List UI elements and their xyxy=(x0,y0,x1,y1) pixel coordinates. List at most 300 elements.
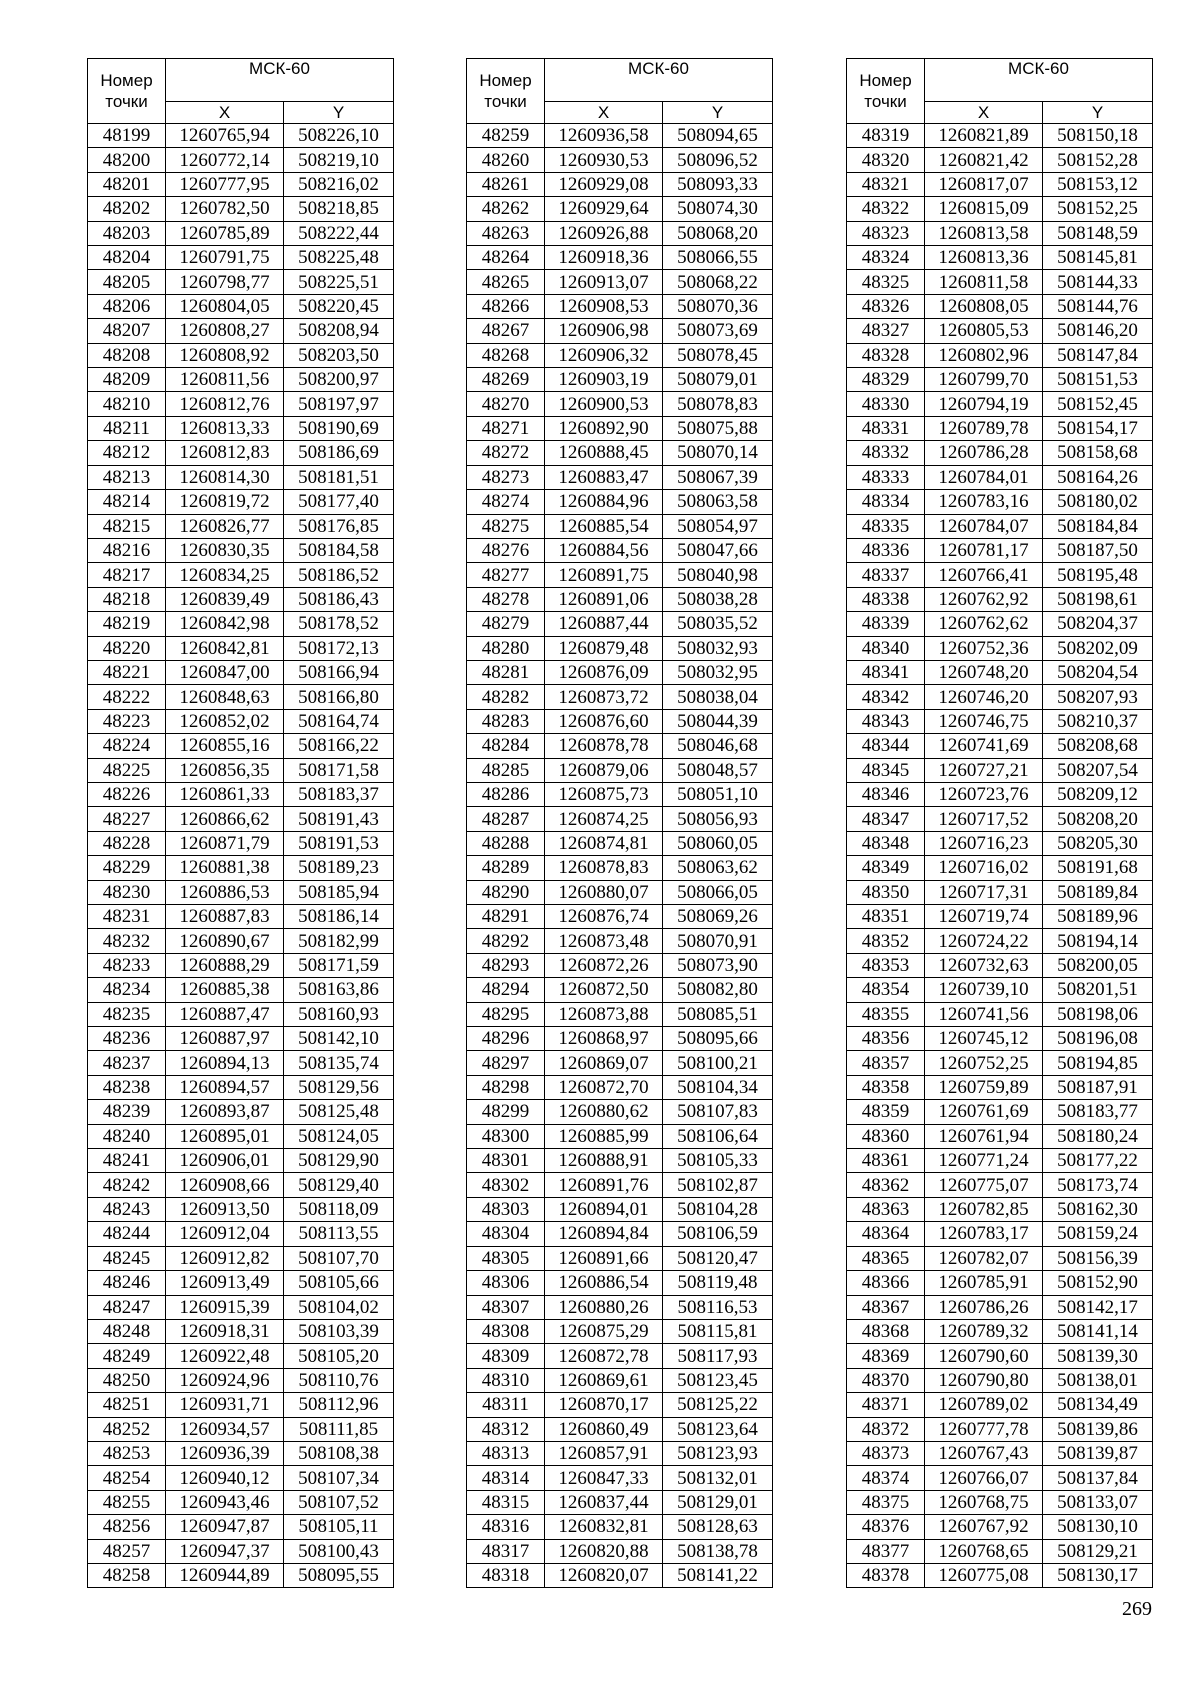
point-number-cell: 48254 xyxy=(88,1466,166,1490)
point-number-cell: 48366 xyxy=(847,1271,925,1295)
point-number-header-line2: точки xyxy=(484,92,527,111)
x-coordinate-cell: 1260888,29 xyxy=(166,953,284,977)
x-coordinate-cell: 1260771,24 xyxy=(925,1149,1043,1173)
point-number-cell: 48238 xyxy=(88,1075,166,1099)
y-coordinate-cell: 508187,91 xyxy=(1043,1075,1153,1099)
y-coordinate-cell: 508183,37 xyxy=(284,782,394,806)
point-number-cell: 48268 xyxy=(467,343,545,367)
point-number-cell: 48374 xyxy=(847,1466,925,1490)
x-coordinate-cell: 1260783,16 xyxy=(925,490,1043,514)
page-number: 269 xyxy=(1122,1598,1152,1620)
y-coordinate-cell: 508134,49 xyxy=(1043,1393,1153,1417)
table-row xyxy=(467,563,773,587)
table-row xyxy=(88,1319,394,1343)
point-number-cell: 48258 xyxy=(88,1563,166,1587)
table-row xyxy=(847,1295,1153,1319)
y-coordinate-cell: 508184,84 xyxy=(1043,514,1153,538)
x-coordinate-cell: 1260872,50 xyxy=(545,978,663,1002)
x-coordinate-cell: 1260784,01 xyxy=(925,465,1043,489)
point-number-cell: 48214 xyxy=(88,490,166,514)
table-row xyxy=(467,465,773,489)
x-coordinate-cell: 1260871,79 xyxy=(166,831,284,855)
x-coordinate-cell: 1260860,49 xyxy=(545,1417,663,1441)
table-row xyxy=(88,1295,394,1319)
point-number-cell: 48252 xyxy=(88,1417,166,1441)
x-coordinate-cell: 1260895,01 xyxy=(166,1124,284,1148)
x-coordinate-cell: 1260884,56 xyxy=(545,538,663,562)
y-coordinate-cell: 508177,40 xyxy=(284,490,394,514)
table-row xyxy=(88,1515,394,1539)
table-row xyxy=(88,124,394,148)
point-number-cell: 48218 xyxy=(88,587,166,611)
table-row xyxy=(88,929,394,953)
point-number-cell: 48207 xyxy=(88,319,166,343)
x-coordinate-cell: 1260811,56 xyxy=(166,368,284,392)
point-number-cell: 48209 xyxy=(88,368,166,392)
point-number-cell: 48370 xyxy=(847,1368,925,1392)
table-row xyxy=(847,929,1153,953)
point-number-header-line2: точки xyxy=(105,92,148,111)
table-row xyxy=(847,1051,1153,1075)
y-column-header: Y xyxy=(663,102,773,124)
x-coordinate-cell: 1260879,48 xyxy=(545,636,663,660)
table-row xyxy=(847,734,1153,758)
y-coordinate-cell: 508180,02 xyxy=(1043,490,1153,514)
x-coordinate-cell: 1260791,75 xyxy=(166,246,284,270)
x-coordinate-cell: 1260876,74 xyxy=(545,905,663,929)
y-coordinate-cell: 508070,36 xyxy=(663,294,773,318)
x-column-header: X xyxy=(545,102,663,124)
point-number-cell: 48357 xyxy=(847,1051,925,1075)
point-number-cell: 48232 xyxy=(88,929,166,953)
point-number-cell: 48360 xyxy=(847,1124,925,1148)
y-coordinate-cell: 508142,10 xyxy=(284,1027,394,1051)
table-row xyxy=(88,221,394,245)
x-coordinate-cell: 1260746,75 xyxy=(925,709,1043,733)
y-coordinate-cell: 508153,12 xyxy=(1043,172,1153,196)
y-coordinate-cell: 508219,10 xyxy=(284,148,394,172)
table-row xyxy=(467,1051,773,1075)
y-coordinate-cell: 508118,09 xyxy=(284,1197,394,1221)
y-coordinate-cell: 508154,17 xyxy=(1043,416,1153,440)
point-number-cell: 48267 xyxy=(467,319,545,343)
y-coordinate-cell: 508202,09 xyxy=(1043,636,1153,660)
table-row xyxy=(847,270,1153,294)
table-row xyxy=(467,538,773,562)
y-coordinate-cell: 508132,01 xyxy=(663,1466,773,1490)
table-row xyxy=(467,1490,773,1514)
table-row xyxy=(467,1002,773,1026)
y-coordinate-cell: 508117,93 xyxy=(663,1344,773,1368)
y-coordinate-cell: 508158,68 xyxy=(1043,441,1153,465)
y-coordinate-cell: 508105,11 xyxy=(284,1515,394,1539)
y-coordinate-cell: 508204,54 xyxy=(1043,660,1153,684)
point-number-cell: 48200 xyxy=(88,148,166,172)
point-number-cell: 48307 xyxy=(467,1295,545,1319)
point-number-cell: 48376 xyxy=(847,1515,925,1539)
table-row xyxy=(847,319,1153,343)
table-row xyxy=(847,1149,1153,1173)
table-row xyxy=(847,587,1153,611)
point-number-cell: 48257 xyxy=(88,1539,166,1563)
point-number-cell: 48299 xyxy=(467,1100,545,1124)
point-number-cell: 48301 xyxy=(467,1149,545,1173)
table-row xyxy=(467,1441,773,1465)
x-coordinate-cell: 1260782,50 xyxy=(166,197,284,221)
table-row xyxy=(847,416,1153,440)
point-number-cell: 48303 xyxy=(467,1197,545,1221)
x-coordinate-cell: 1260820,07 xyxy=(545,1563,663,1587)
y-coordinate-cell: 508148,59 xyxy=(1043,221,1153,245)
point-number-cell: 48351 xyxy=(847,905,925,929)
y-coordinate-cell: 508141,14 xyxy=(1043,1319,1153,1343)
y-coordinate-cell: 508220,45 xyxy=(284,294,394,318)
point-number-cell: 48294 xyxy=(467,978,545,1002)
table-row xyxy=(88,978,394,1002)
x-coordinate-cell: 1260903,19 xyxy=(545,368,663,392)
x-coordinate-cell: 1260842,81 xyxy=(166,636,284,660)
x-coordinate-cell: 1260789,02 xyxy=(925,1393,1043,1417)
y-coordinate-cell: 508208,20 xyxy=(1043,807,1153,831)
table-row xyxy=(88,197,394,221)
x-column-header: X xyxy=(166,102,284,124)
table-row xyxy=(847,1563,1153,1587)
table-row xyxy=(847,490,1153,514)
y-coordinate-cell: 508085,51 xyxy=(663,1002,773,1026)
y-coordinate-cell: 508120,47 xyxy=(663,1246,773,1270)
table-row xyxy=(88,1002,394,1026)
y-coordinate-cell: 508074,30 xyxy=(663,197,773,221)
table-row xyxy=(467,1344,773,1368)
y-coordinate-cell: 508104,02 xyxy=(284,1295,394,1319)
y-coordinate-cell: 508176,85 xyxy=(284,514,394,538)
x-coordinate-cell: 1260839,49 xyxy=(166,587,284,611)
point-number-cell: 48373 xyxy=(847,1441,925,1465)
table-row xyxy=(467,636,773,660)
table-row xyxy=(467,782,773,806)
y-coordinate-cell: 508082,80 xyxy=(663,978,773,1002)
y-coordinate-cell: 508129,40 xyxy=(284,1173,394,1197)
point-number-cell: 48314 xyxy=(467,1466,545,1490)
y-coordinate-cell: 508070,91 xyxy=(663,929,773,953)
y-coordinate-cell: 508128,63 xyxy=(663,1515,773,1539)
x-coordinate-cell: 1260872,70 xyxy=(545,1075,663,1099)
x-coordinate-cell: 1260890,67 xyxy=(166,929,284,953)
table-row xyxy=(88,587,394,611)
table-row xyxy=(467,831,773,855)
point-number-cell: 48273 xyxy=(467,465,545,489)
x-coordinate-cell: 1260811,58 xyxy=(925,270,1043,294)
y-coordinate-cell: 508125,22 xyxy=(663,1393,773,1417)
y-coordinate-cell: 508138,01 xyxy=(1043,1368,1153,1392)
point-number-cell: 48269 xyxy=(467,368,545,392)
point-number-header xyxy=(467,59,545,124)
coordinates-table-1 xyxy=(87,58,394,1588)
y-coordinate-cell: 508069,26 xyxy=(663,905,773,929)
x-coordinate-cell: 1260790,80 xyxy=(925,1368,1043,1392)
point-number-cell: 48352 xyxy=(847,929,925,953)
point-number-cell: 48348 xyxy=(847,831,925,855)
table-row xyxy=(467,221,773,245)
x-coordinate-cell: 1260727,21 xyxy=(925,758,1043,782)
x-coordinate-cell: 1260926,88 xyxy=(545,221,663,245)
y-coordinate-cell: 508105,33 xyxy=(663,1149,773,1173)
y-coordinate-cell: 508068,22 xyxy=(663,270,773,294)
x-coordinate-cell: 1260808,05 xyxy=(925,294,1043,318)
table-row xyxy=(88,831,394,855)
table-row xyxy=(88,1539,394,1563)
x-coordinate-cell: 1260748,20 xyxy=(925,660,1043,684)
point-number-cell: 48206 xyxy=(88,294,166,318)
table-row xyxy=(88,905,394,929)
x-coordinate-cell: 1260869,07 xyxy=(545,1051,663,1075)
x-coordinate-cell: 1260875,73 xyxy=(545,782,663,806)
x-coordinate-cell: 1260786,26 xyxy=(925,1295,1043,1319)
x-coordinate-cell: 1260789,78 xyxy=(925,416,1043,440)
x-coordinate-cell: 1260852,02 xyxy=(166,709,284,733)
y-coordinate-cell: 508107,83 xyxy=(663,1100,773,1124)
point-number-cell: 48233 xyxy=(88,953,166,977)
x-coordinate-cell: 1260873,72 xyxy=(545,685,663,709)
x-coordinate-cell: 1260837,44 xyxy=(545,1490,663,1514)
y-coordinate-cell: 508124,05 xyxy=(284,1124,394,1148)
table-row xyxy=(467,392,773,416)
point-number-cell: 48285 xyxy=(467,758,545,782)
y-coordinate-cell: 508044,39 xyxy=(663,709,773,733)
table-row xyxy=(467,319,773,343)
point-number-cell: 48371 xyxy=(847,1393,925,1417)
x-coordinate-cell: 1260815,09 xyxy=(925,197,1043,221)
x-coordinate-cell: 1260887,83 xyxy=(166,905,284,929)
table-row xyxy=(467,709,773,733)
point-number-cell: 48312 xyxy=(467,1417,545,1441)
point-number-cell: 48212 xyxy=(88,441,166,465)
point-number-cell: 48271 xyxy=(467,416,545,440)
x-coordinate-cell: 1260790,60 xyxy=(925,1344,1043,1368)
point-number-cell: 48344 xyxy=(847,734,925,758)
point-number-cell: 48224 xyxy=(88,734,166,758)
x-coordinate-cell: 1260767,43 xyxy=(925,1441,1043,1465)
x-coordinate-cell: 1260820,88 xyxy=(545,1539,663,1563)
x-coordinate-cell: 1260894,57 xyxy=(166,1075,284,1099)
table-row xyxy=(847,1246,1153,1270)
table-row xyxy=(847,197,1153,221)
point-number-cell: 48328 xyxy=(847,343,925,367)
y-column-header: Y xyxy=(1043,102,1153,124)
table-row xyxy=(467,1246,773,1270)
x-coordinate-cell: 1260906,98 xyxy=(545,319,663,343)
table-row xyxy=(467,1417,773,1441)
point-number-cell: 48338 xyxy=(847,587,925,611)
x-coordinate-cell: 1260880,07 xyxy=(545,880,663,904)
point-number-cell: 48262 xyxy=(467,197,545,221)
x-coordinate-cell: 1260885,38 xyxy=(166,978,284,1002)
point-number-cell: 48225 xyxy=(88,758,166,782)
x-coordinate-cell: 1260775,08 xyxy=(925,1563,1043,1587)
point-number-cell: 48316 xyxy=(467,1515,545,1539)
x-coordinate-cell: 1260931,71 xyxy=(166,1393,284,1417)
x-coordinate-cell: 1260930,53 xyxy=(545,148,663,172)
point-number-cell: 48365 xyxy=(847,1246,925,1270)
x-coordinate-cell: 1260804,05 xyxy=(166,294,284,318)
point-number-cell: 48305 xyxy=(467,1246,545,1270)
x-coordinate-cell: 1260752,36 xyxy=(925,636,1043,660)
x-coordinate-cell: 1260812,76 xyxy=(166,392,284,416)
point-number-cell: 48204 xyxy=(88,246,166,270)
x-coordinate-cell: 1260781,17 xyxy=(925,538,1043,562)
x-coordinate-cell: 1260717,31 xyxy=(925,880,1043,904)
y-coordinate-cell: 508100,43 xyxy=(284,1539,394,1563)
y-coordinate-cell: 508110,76 xyxy=(284,1368,394,1392)
x-coordinate-cell: 1260887,44 xyxy=(545,612,663,636)
table-row xyxy=(847,1271,1153,1295)
x-coordinate-cell: 1260775,07 xyxy=(925,1173,1043,1197)
x-coordinate-cell: 1260752,25 xyxy=(925,1051,1043,1075)
y-coordinate-cell: 508160,93 xyxy=(284,1002,394,1026)
y-coordinate-cell: 508130,17 xyxy=(1043,1563,1153,1587)
x-coordinate-cell: 1260772,14 xyxy=(166,148,284,172)
point-number-cell: 48219 xyxy=(88,612,166,636)
y-coordinate-cell: 508147,84 xyxy=(1043,343,1153,367)
table-row xyxy=(847,612,1153,636)
point-number-cell: 48309 xyxy=(467,1344,545,1368)
x-coordinate-cell: 1260761,69 xyxy=(925,1100,1043,1124)
point-number-cell: 48308 xyxy=(467,1319,545,1343)
point-number-header-line1: Номер xyxy=(479,71,532,90)
x-coordinate-cell: 1260759,89 xyxy=(925,1075,1043,1099)
x-coordinate-cell: 1260894,13 xyxy=(166,1051,284,1075)
table-row xyxy=(88,1075,394,1099)
table-row xyxy=(847,782,1153,806)
point-number-cell: 48340 xyxy=(847,636,925,660)
x-coordinate-cell: 1260813,36 xyxy=(925,246,1043,270)
x-coordinate-cell: 1260716,02 xyxy=(925,856,1043,880)
x-coordinate-cell: 1260842,98 xyxy=(166,612,284,636)
y-coordinate-cell: 508181,51 xyxy=(284,465,394,489)
table-row xyxy=(847,978,1153,1002)
point-number-cell: 48247 xyxy=(88,1295,166,1319)
table-row xyxy=(88,1417,394,1441)
y-coordinate-cell: 508173,74 xyxy=(1043,1173,1153,1197)
x-coordinate-cell: 1260868,97 xyxy=(545,1027,663,1051)
y-coordinate-cell: 508191,68 xyxy=(1043,856,1153,880)
x-coordinate-cell: 1260723,76 xyxy=(925,782,1043,806)
table-row xyxy=(88,1344,394,1368)
y-coordinate-cell: 508115,81 xyxy=(663,1319,773,1343)
y-coordinate-cell: 508186,14 xyxy=(284,905,394,929)
point-number-cell: 48329 xyxy=(847,368,925,392)
x-coordinate-cell: 1260866,62 xyxy=(166,807,284,831)
point-number-header-line2: точки xyxy=(864,92,907,111)
table-row xyxy=(847,1368,1153,1392)
x-coordinate-cell: 1260894,01 xyxy=(545,1197,663,1221)
x-coordinate-cell: 1260936,58 xyxy=(545,124,663,148)
y-coordinate-cell: 508139,86 xyxy=(1043,1417,1153,1441)
x-coordinate-cell: 1260786,28 xyxy=(925,441,1043,465)
y-coordinate-cell: 508129,90 xyxy=(284,1149,394,1173)
x-coordinate-cell: 1260908,53 xyxy=(545,294,663,318)
point-number-cell: 48330 xyxy=(847,392,925,416)
point-number-cell: 48282 xyxy=(467,685,545,709)
x-coordinate-cell: 1260855,16 xyxy=(166,734,284,758)
table-row xyxy=(88,734,394,758)
table-row xyxy=(467,1393,773,1417)
x-coordinate-cell: 1260821,89 xyxy=(925,124,1043,148)
point-number-cell: 48276 xyxy=(467,538,545,562)
x-coordinate-cell: 1260886,54 xyxy=(545,1271,663,1295)
point-number-cell: 48226 xyxy=(88,782,166,806)
table-row xyxy=(847,1319,1153,1343)
point-number-cell: 48318 xyxy=(467,1563,545,1587)
point-number-cell: 48283 xyxy=(467,709,545,733)
x-coordinate-cell: 1260893,87 xyxy=(166,1100,284,1124)
table-row xyxy=(88,343,394,367)
y-coordinate-cell: 508078,45 xyxy=(663,343,773,367)
point-number-cell: 48234 xyxy=(88,978,166,1002)
y-coordinate-cell: 508078,83 xyxy=(663,392,773,416)
x-coordinate-cell: 1260878,78 xyxy=(545,734,663,758)
y-coordinate-cell: 508073,69 xyxy=(663,319,773,343)
point-number-cell: 48221 xyxy=(88,660,166,684)
table-row xyxy=(847,880,1153,904)
x-coordinate-cell: 1260874,81 xyxy=(545,831,663,855)
table-row xyxy=(88,880,394,904)
point-number-cell: 48300 xyxy=(467,1124,545,1148)
x-coordinate-cell: 1260741,56 xyxy=(925,1002,1043,1026)
x-coordinate-cell: 1260777,78 xyxy=(925,1417,1043,1441)
x-coordinate-cell: 1260936,39 xyxy=(166,1441,284,1465)
point-number-cell: 48325 xyxy=(847,270,925,294)
y-coordinate-cell: 508171,59 xyxy=(284,953,394,977)
table-row xyxy=(847,148,1153,172)
table-row xyxy=(467,368,773,392)
x-coordinate-cell: 1260768,75 xyxy=(925,1490,1043,1514)
y-coordinate-cell: 508129,01 xyxy=(663,1490,773,1514)
y-coordinate-cell: 508139,87 xyxy=(1043,1441,1153,1465)
x-coordinate-cell: 1260798,77 xyxy=(166,270,284,294)
table-row xyxy=(88,490,394,514)
y-coordinate-cell: 508222,44 xyxy=(284,221,394,245)
x-coordinate-cell: 1260873,88 xyxy=(545,1002,663,1026)
point-number-cell: 48201 xyxy=(88,172,166,196)
point-number-cell: 48213 xyxy=(88,465,166,489)
y-coordinate-cell: 508218,85 xyxy=(284,197,394,221)
point-number-header-line1: Номер xyxy=(100,71,153,90)
point-number-cell: 48377 xyxy=(847,1539,925,1563)
y-coordinate-cell: 508164,26 xyxy=(1043,465,1153,489)
point-number-cell: 48237 xyxy=(88,1051,166,1075)
table-row xyxy=(847,905,1153,929)
table-row xyxy=(88,758,394,782)
x-coordinate-cell: 1260847,33 xyxy=(545,1466,663,1490)
x-coordinate-cell: 1260857,91 xyxy=(545,1441,663,1465)
point-number-cell: 48372 xyxy=(847,1417,925,1441)
y-coordinate-cell: 508100,21 xyxy=(663,1051,773,1075)
x-coordinate-cell: 1260891,75 xyxy=(545,563,663,587)
y-coordinate-cell: 508095,66 xyxy=(663,1027,773,1051)
point-number-cell: 48248 xyxy=(88,1319,166,1343)
y-coordinate-cell: 508207,54 xyxy=(1043,758,1153,782)
y-coordinate-cell: 508047,66 xyxy=(663,538,773,562)
y-coordinate-cell: 508146,20 xyxy=(1043,319,1153,343)
y-coordinate-cell: 508203,50 xyxy=(284,343,394,367)
x-coordinate-cell: 1260918,31 xyxy=(166,1319,284,1343)
point-number-cell: 48291 xyxy=(467,905,545,929)
y-coordinate-cell: 508135,74 xyxy=(284,1051,394,1075)
point-number-cell: 48306 xyxy=(467,1271,545,1295)
coordinates-table-2 xyxy=(466,58,773,1588)
table-row xyxy=(88,709,394,733)
